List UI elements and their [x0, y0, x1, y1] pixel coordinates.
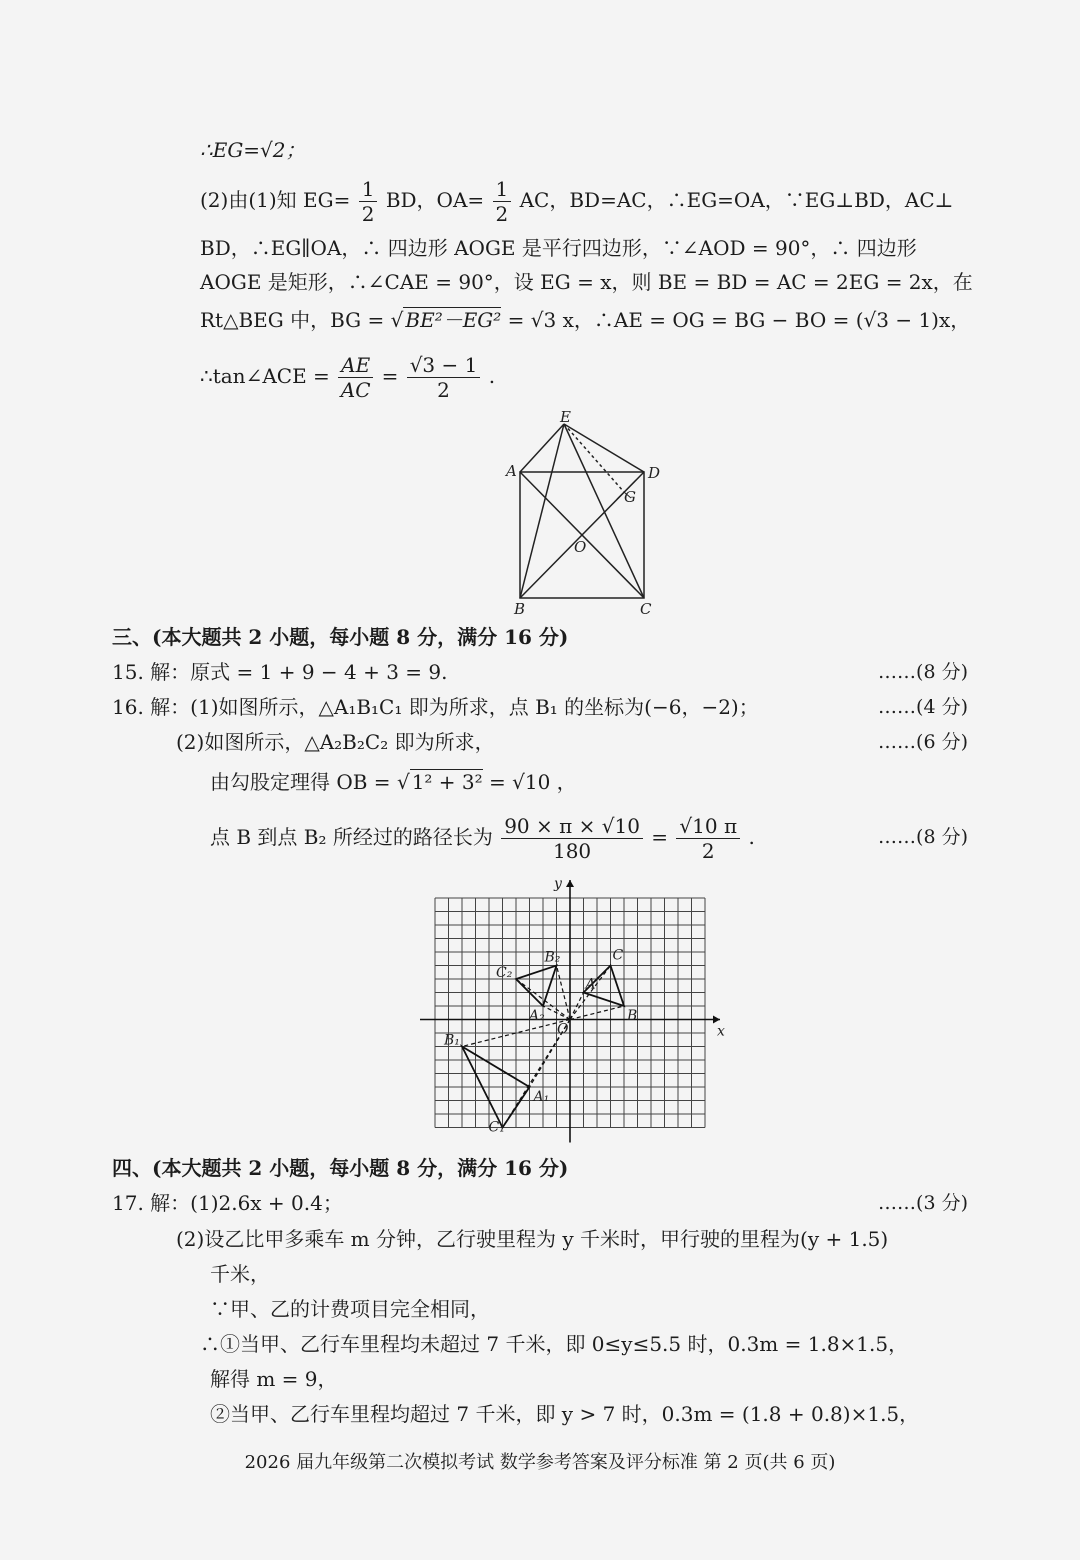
fraction-arc	[501, 814, 643, 863]
section3-title: 三、(本大题共 2 小题，每小题 8 分，满分 16 分)	[112, 625, 569, 649]
text: Rt△BEG 中，BG =	[200, 308, 385, 332]
line-rectangle: AOGE 是矩形，∴∠CAE = 90°，设 EG = x，则 BE = BD = AC = 2EG = 2x，在	[200, 270, 973, 294]
label-c1: C₁	[488, 1119, 505, 1136]
label-b: B	[514, 600, 526, 618]
numerator: 1	[493, 177, 512, 202]
q17-part2: (2)设乙比甲多乘车 m 分钟，乙行驶里程为 y 千米时，甲行驶的里程为(y + 1.5)	[176, 1227, 889, 1251]
text: 由勾股定理得 OB =	[210, 770, 391, 794]
q16-part1: 16. 解：(1)如图所示，△A₁B₁C₁ 即为所求，点 B₁ 的坐标为(−6，−2)；	[112, 695, 759, 719]
label-a2: A₂	[529, 1008, 545, 1024]
q17-line5: ∴①当甲、乙行车里程均未超过 7 千米，即 0≤y≤5.5 时，0.3m = 1.8×1.5，	[200, 1332, 909, 1356]
axis-y-label: y	[554, 876, 562, 892]
origin-label: O	[557, 1021, 569, 1038]
segment-ed	[564, 424, 644, 472]
label-a1: A₁	[533, 1089, 550, 1105]
section4-title: 四、(本大题共 2 小题，每小题 8 分，满分 16 分)	[112, 1156, 569, 1180]
sqrt-content: BE²－EG²	[405, 308, 502, 332]
fraction-half	[493, 177, 512, 226]
q16-part2: (2)如图所示，△A₂B₂C₂ 即为所求，	[176, 730, 495, 754]
label-c: C	[612, 947, 624, 964]
label-e: E	[560, 410, 571, 426]
denominator: 2	[437, 378, 450, 402]
text: (2)由(1)知 EG=	[200, 188, 351, 212]
text: BD，OA=	[385, 188, 485, 212]
label-g: G	[624, 488, 636, 506]
sqrt-sign: √	[396, 770, 410, 794]
line-tan	[200, 350, 495, 402]
label-b: B	[627, 1008, 638, 1024]
axis-x-label: x	[717, 1023, 725, 1040]
denominator: 2	[361, 202, 375, 226]
line-eg-result: ∴EG=√2；	[200, 138, 306, 162]
denominator: AC	[340, 378, 371, 402]
text: = √3 x，∴AE = OG = BG − BO = (√3 − 1)x，	[507, 308, 971, 332]
label-a: A	[506, 462, 517, 480]
fraction-arc-result	[676, 814, 740, 863]
numerator: AE	[338, 353, 373, 378]
numerator: √3 − 1	[407, 353, 481, 378]
x-axis-arrow	[713, 1016, 720, 1024]
fraction-ae-ac	[338, 353, 373, 402]
label-d: D	[648, 464, 661, 482]
q16-path-line	[210, 810, 755, 864]
text: =	[651, 825, 669, 849]
y-axis-arrow	[566, 880, 574, 887]
coordinate-grid-figure	[410, 868, 740, 1148]
q15-line: 15. 解：原式 = 1 + 9 − 4 + 3 = 9.	[112, 660, 448, 684]
numerator: 90 × π × √10	[501, 814, 643, 839]
text: .	[748, 825, 755, 849]
line-part2	[200, 176, 953, 224]
line-pythagoras	[200, 306, 970, 334]
text: .	[488, 364, 496, 388]
sqrt-sign: √	[390, 308, 404, 332]
denominator: 180	[552, 839, 592, 863]
numerator: 1	[359, 177, 378, 202]
q16-ob-line	[210, 768, 577, 796]
text: =	[381, 364, 399, 388]
q17-line6: 解得 m = 9，	[210, 1367, 338, 1391]
label-c: C	[640, 600, 652, 618]
numerator: √10 π	[676, 814, 740, 839]
label-c2: C₂	[496, 965, 513, 981]
q16-part3-score: ……(8 分)	[878, 826, 968, 848]
q17-line7: ②当甲、乙行车里程均超过 7 千米，即 y > 7 时，0.3m = (1.8 + 0.8)×1.5，	[210, 1402, 920, 1426]
text: AC，BD=AC，∴EG=OA，∵EG⊥BD，AC⊥	[519, 188, 954, 212]
geometry-figure-rectangle	[500, 410, 680, 620]
label-b1: B₁	[444, 1032, 460, 1049]
label-b2: B₂	[544, 949, 561, 966]
q17-line3: 千米，	[210, 1262, 270, 1286]
text: 点 B 到点 B₂ 所经过的路径长为	[210, 825, 493, 849]
text: ∴tan∠ACE =	[200, 364, 330, 388]
text: = √10 ，	[489, 770, 577, 794]
sqrt-content: 1² + 3²	[411, 770, 483, 794]
line-parallelogram: BD，∴EG∥OA，∴ 四边形 AOGE 是平行四边形，∵∠AOD = 90°，∴ 四边形	[200, 236, 917, 260]
segment-eg-dashed	[564, 424, 624, 492]
q17-part1-score: ……(3 分)	[878, 1192, 968, 1214]
label-a: A	[585, 976, 596, 993]
q16-part1-score: ……(4 分)	[878, 696, 968, 718]
fraction-half	[359, 177, 378, 226]
q17-part1: 17. 解：(1)2.6x + 0.4；	[112, 1191, 343, 1215]
label-o: O	[574, 538, 587, 556]
fraction-result	[407, 353, 481, 402]
q15-score: ……(8 分)	[878, 661, 968, 683]
segment-ec	[564, 424, 644, 598]
page-footer: 2026 届九年级第二次模拟考试 数学参考答案及评分标准 第 2 页(共 6 页)	[244, 1452, 836, 1473]
q16-part2-score: ……(6 分)	[878, 731, 968, 753]
axes	[420, 880, 720, 1143]
q17-line4: ∵甲、乙的计费项目完全相同，	[210, 1297, 490, 1321]
denominator: 2	[701, 839, 715, 863]
triangle-a2b2c2	[516, 966, 557, 1007]
denominator: 2	[495, 202, 509, 226]
